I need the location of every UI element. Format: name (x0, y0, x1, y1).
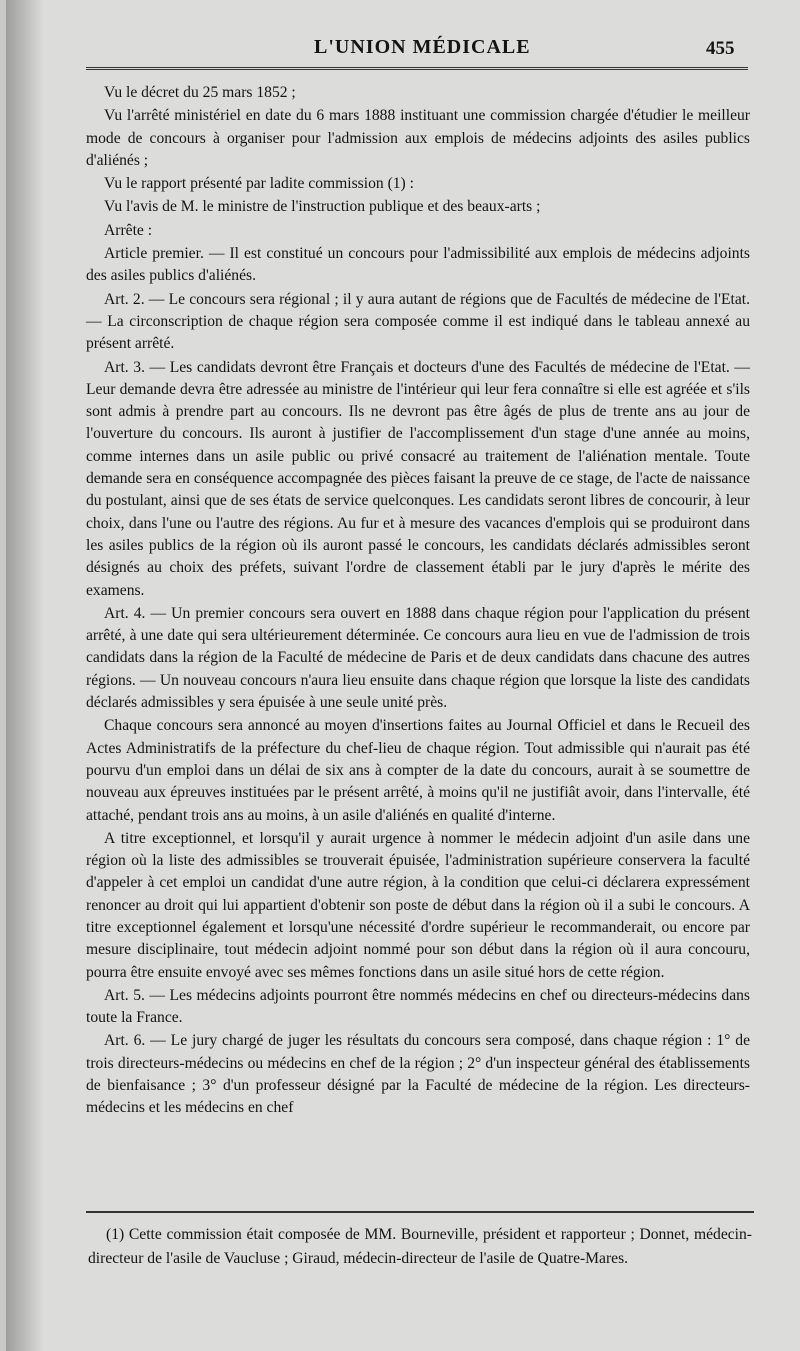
page-number: 455 (706, 38, 735, 59)
paragraph-article-4: Art. 4. — Un premier concours sera ouvert en 1888 dans chaque région pour l'application du présent arrêté, à une date qui sera ultérieurement déterminée. Ce concours aura lieu en vue de l'admission de trois candidats dans la région de la Faculté de médecine de Paris et de deux candidats dans chacune des autres régions. — Un nouveau concours n'aura lieu ensuite dans chaque région que lorsque la liste des candidats déclarés admissibles y sera épuisée à une seule unité près. (86, 604, 750, 712)
paragraph-article-1: Article premier. — Il est constitué un concours pour l'admissibilité aux emplois de médecins adjoints des asiles publics d'aliénés. (86, 245, 750, 285)
running-title: L'UNION MÉDICALE (314, 36, 531, 58)
page-header (6, 32, 800, 68)
header-rule (86, 67, 748, 70)
paragraph-article-2: Art. 2. — Le concours sera régional ; il y aura autant de régions que de Facultés de médecine de l'Etat. — La circonscription de chaque région sera composée comme il est indiqué dans le tableau annexé au présent arrêté. (86, 290, 750, 353)
paragraph-article-6: Art. 6. — Le jury chargé de juger les résultats du concours sera composé, dans chaque région : 1° de trois directeurs-médecins ou médecins en chef de la région ; 2° d'un inspecteur général des établissements de bienfaisance ; 3° d'un professeur désigné par la Faculté de médecine de la région. Les directeurs-médecins et les médecins en chef (86, 1032, 750, 1117)
paragraph-concours-annonce: Chaque concours sera annoncé au moyen d'insertions faites au Journal Officiel et dans le Recueil des Actes Administratifs de la préfecture du chef-lieu de chaque région. Tout admissible qui n'aurait pas été pourvu d'un emploi dans un délai de six ans à compter de la date du concours, aurait à se soumettre de nouveau aux épreuves instituées par le présent arrêté, à moins qu'il ne justifiât avoir, dans l'intervalle, été attaché, pendant trois ans au moins, à un asile d'aliénés en qualité d'interne. (86, 717, 750, 824)
paragraph-arrete: Arrête : (104, 221, 153, 239)
paragraph-vu-arrete: Vu l'arrêté ministériel en date du 6 mars 1888 instituant une commission chargée d'étudier le meilleur mode de concours à organiser pour l'admission aux emplois de médecins adjoints des asiles publics d'aliénés ; (86, 107, 750, 169)
footnote: (1) Cette commission était composée de MM. Bourneville, président et rapporteur ; Donnet, médecin-directeur de l'asile de Vaucluse ; Giraud, médecin-directeur de l'asile de Quatre-Mares. (88, 1226, 752, 1267)
paragraph-vu-rapport: Vu le rapport présenté par ladite commission (1) : (104, 175, 414, 193)
paragraph-vu-avis: Vu l'avis de M. le ministre de l'instruction publique et des beaux-arts ; (104, 198, 541, 216)
body-text (86, 82, 750, 1121)
paragraph-article-5: Art. 5. — Les médecins adjoints pourront être nommés médecins en chef ou directeurs-médecins dans toute la France. (86, 986, 750, 1027)
paragraph-article-3: Art. 3. — Les candidats devront être Français et docteurs d'une des Facultés de médecine de l'Etat. — Leur demande devra être adressée au ministre de l'intérieur qui leur fera connaître si elle est agréée et s'ils sont admis à prendre part au concours. Ils ne devront pas être âgés de plus de trente ans au jour de l'ouverture du concours. Ils auront à justifier de l'accomplissement d'un stage d'une année au moins, comme internes dans un asile public ou privé consacré au traitement de l'aliénation mentale. Toute demande sera en conséquence accompagnée des pièces faisant la preuve de ce stage, de l'acte de naissance du postulant, ainsi que de ses états de service quelconques. Les candidats seront libres de concourir, à leur choix, dans l'une ou l'autre des régions. Au fur et à mesure des vacances d'emplois qui se produiront dans les asiles publics de la région où ils auront passé le concours, les candidats déclarés admissibles seront désignés au choix des préfets, suivant l'ordre de classement établi par le jury d'après le mérite des examens. (86, 358, 750, 599)
paragraph-vu-decret: Vu le décret du 25 mars 1852 ; (104, 84, 296, 101)
footnote-rule (86, 1211, 754, 1213)
book-page (6, 0, 800, 1351)
paragraph-titre-exceptionnel: A titre exceptionnel, et lorsqu'il y aurait urgence à nommer le médecin adjoint d'un asile dans une région où la liste des admissibles se trouverait épuisée, l'administration supérieure conservera la faculté d'appeler à cet emploi un candidat d'une autre région, à la condition que celui-ci déclarera expressément renoncer au droit qui lui appartient d'obtenir son poste de début dans la région où il a subi le concours. A titre exceptionnel également et lorsqu'une nécessité d'ordre supérieur le recommanderait, ou encore par mesure disciplinaire, tout médecin adjoint nommé pour son début dans la région où il aura concouru, pourra être ensuite envoyé avec ses mêmes fonctions dans un asile situé hors de cette région. (86, 829, 750, 981)
